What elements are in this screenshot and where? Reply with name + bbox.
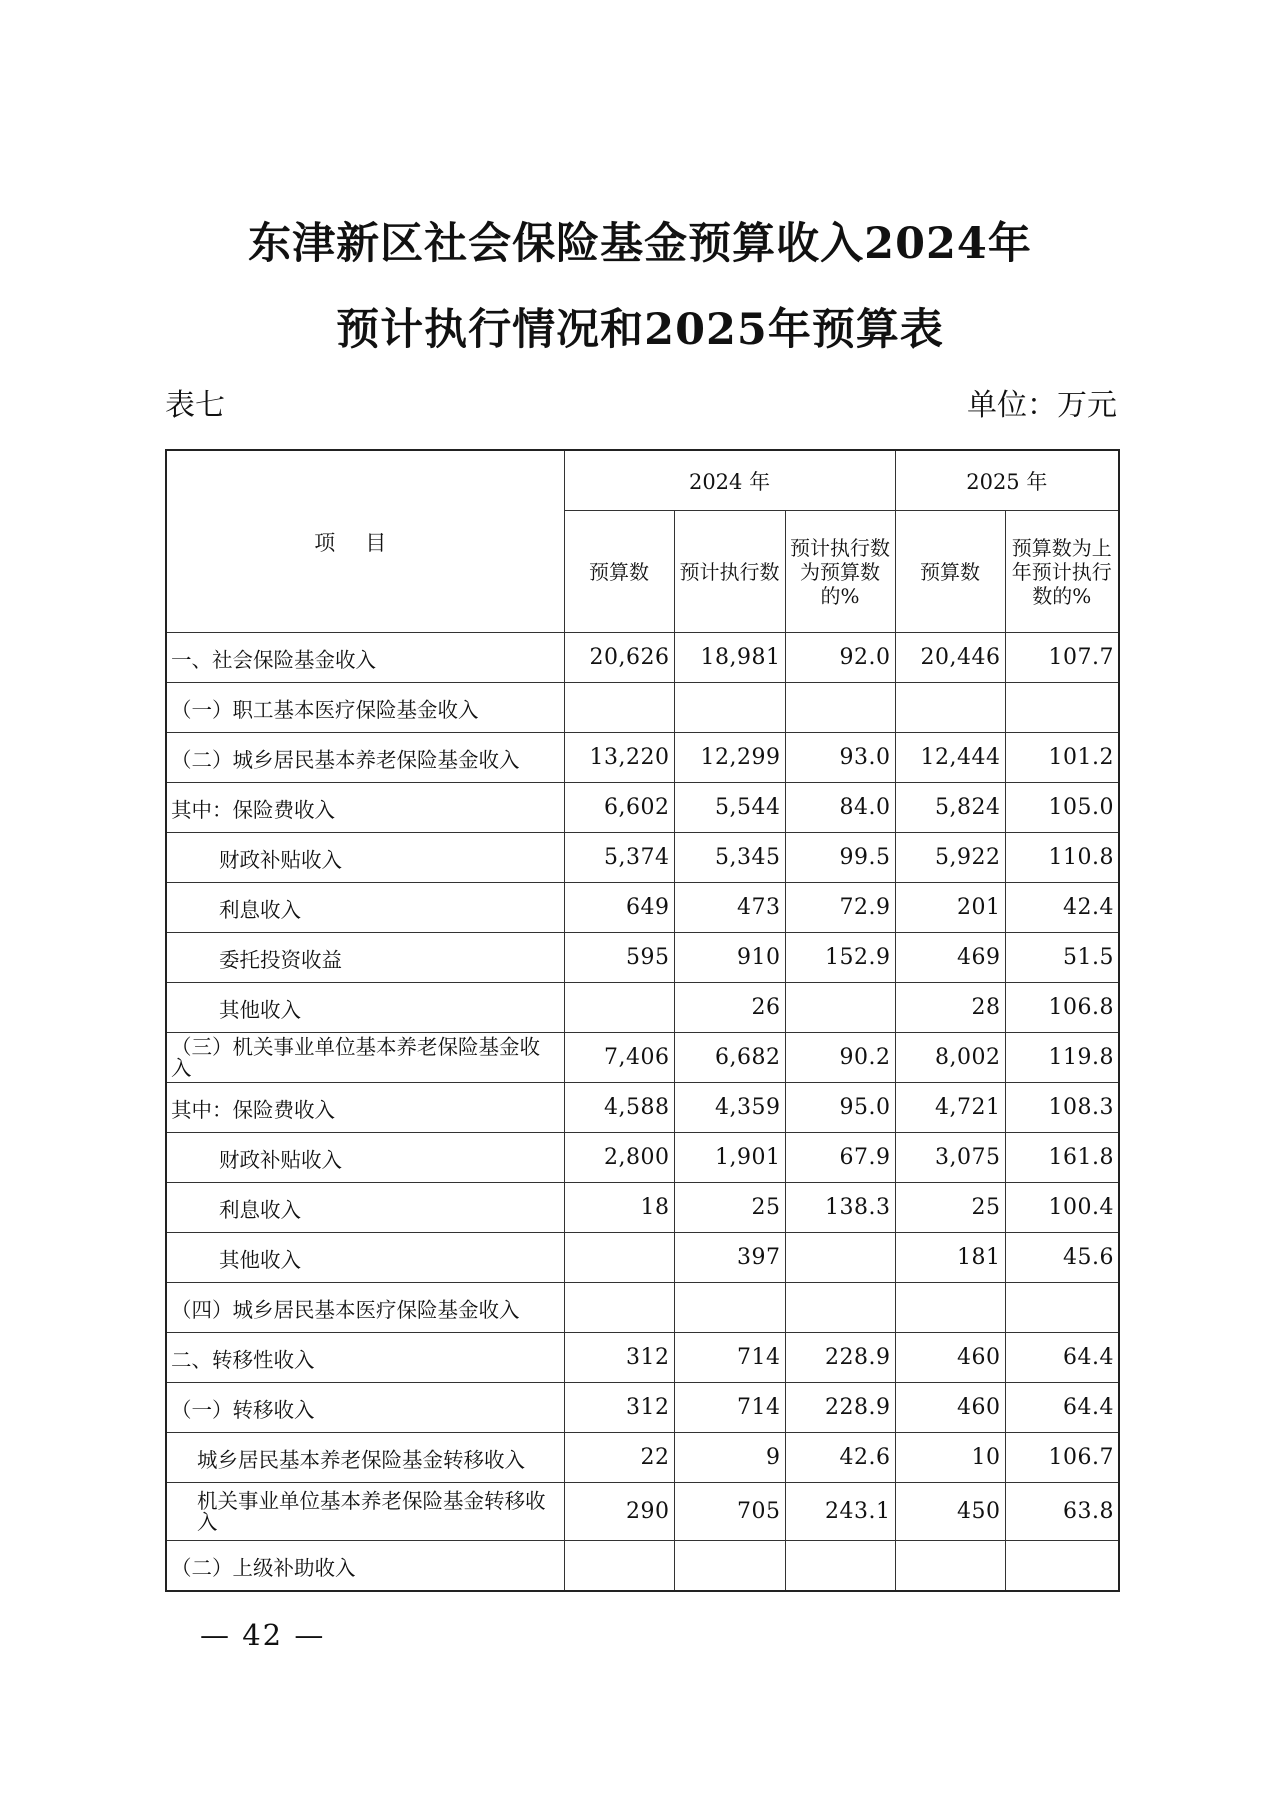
cell-value: 228.9 bbox=[785, 1333, 895, 1383]
cell-value bbox=[564, 1283, 674, 1333]
cell-value: 5,824 bbox=[895, 783, 1005, 833]
cell-value: 397 bbox=[674, 1233, 785, 1283]
table-row bbox=[166, 733, 1119, 783]
cell-value: 1,901 bbox=[674, 1133, 785, 1183]
cell-value bbox=[1005, 1283, 1119, 1333]
table-row bbox=[166, 783, 1119, 833]
row-label: 其中：保险费收入 bbox=[166, 783, 564, 833]
cell-value: 72.9 bbox=[785, 883, 895, 933]
cell-value bbox=[674, 1541, 785, 1592]
row-label: （三）机关事业单位基本养老保险基金收入 bbox=[166, 1033, 564, 1083]
cell-value: 101.2 bbox=[1005, 733, 1119, 783]
cell-value: 12,299 bbox=[674, 733, 785, 783]
row-label: （四）城乡居民基本医疗保险基金收入 bbox=[166, 1283, 564, 1333]
cell-value: 228.9 bbox=[785, 1383, 895, 1433]
cell-value: 9 bbox=[674, 1433, 785, 1483]
table-row bbox=[166, 1233, 1119, 1283]
cell-value: 63.8 bbox=[1005, 1483, 1119, 1541]
cell-value: 8,002 bbox=[895, 1033, 1005, 1083]
cell-value: 10 bbox=[895, 1433, 1005, 1483]
cell-value: 18 bbox=[564, 1183, 674, 1233]
cell-value: 92.0 bbox=[785, 633, 895, 683]
row-label: 其他收入 bbox=[166, 1233, 564, 1283]
table-row bbox=[166, 1283, 1119, 1333]
cell-value: 4,359 bbox=[674, 1083, 785, 1133]
cell-value bbox=[785, 683, 895, 733]
cell-value: 5,922 bbox=[895, 833, 1005, 883]
cell-value: 45.6 bbox=[1005, 1233, 1119, 1283]
table-row bbox=[166, 933, 1119, 983]
header-col-budget-2025: 预算数 bbox=[895, 511, 1005, 633]
table-row bbox=[166, 1133, 1119, 1183]
row-label: 机关事业单位基本养老保险基金转移收入 bbox=[166, 1483, 564, 1541]
cell-value: 6,602 bbox=[564, 783, 674, 833]
cell-value: 90.2 bbox=[785, 1033, 895, 1083]
cell-value: 64.4 bbox=[1005, 1333, 1119, 1383]
row-label: （二）城乡居民基本养老保险基金收入 bbox=[166, 733, 564, 783]
budget-table bbox=[165, 449, 1120, 1592]
page-number: — 42 — bbox=[200, 1618, 326, 1652]
cell-value: 7,406 bbox=[564, 1033, 674, 1083]
table-row bbox=[166, 633, 1119, 683]
cell-value: 714 bbox=[674, 1333, 785, 1383]
cell-value bbox=[895, 683, 1005, 733]
cell-value: 138.3 bbox=[785, 1183, 895, 1233]
cell-value: 910 bbox=[674, 933, 785, 983]
cell-value: 3,075 bbox=[895, 1133, 1005, 1183]
cell-value: 6,682 bbox=[674, 1033, 785, 1083]
cell-value: 20,626 bbox=[564, 633, 674, 683]
cell-value: 13,220 bbox=[564, 733, 674, 783]
document-title-line-2: 预计执行情况和2025年预算表 bbox=[336, 305, 944, 355]
cell-value: 4,588 bbox=[564, 1083, 674, 1133]
row-label: （二）上级补助收入 bbox=[166, 1541, 564, 1592]
cell-value: 51.5 bbox=[1005, 933, 1119, 983]
table-row bbox=[166, 1033, 1119, 1083]
cell-value: 108.3 bbox=[1005, 1083, 1119, 1133]
cell-value: 42.4 bbox=[1005, 883, 1119, 933]
cell-value bbox=[674, 683, 785, 733]
cell-value: 106.7 bbox=[1005, 1433, 1119, 1483]
cell-value bbox=[674, 1283, 785, 1333]
cell-value: 312 bbox=[564, 1383, 674, 1433]
cell-value: 26 bbox=[674, 983, 785, 1033]
cell-value: 25 bbox=[895, 1183, 1005, 1233]
cell-value: 22 bbox=[564, 1433, 674, 1483]
cell-value: 181 bbox=[895, 1233, 1005, 1283]
cell-value: 64.4 bbox=[1005, 1383, 1119, 1433]
cell-value: 42.6 bbox=[785, 1433, 895, 1483]
cell-value: 20,446 bbox=[895, 633, 1005, 683]
cell-value: 25 bbox=[674, 1183, 785, 1233]
header-col-execution-ratio: 预计执行数为预算数的% bbox=[785, 511, 895, 633]
table-row bbox=[166, 1183, 1119, 1233]
cell-value: 107.7 bbox=[1005, 633, 1119, 683]
cell-value: 473 bbox=[674, 883, 785, 933]
row-label: 二、转移性收入 bbox=[166, 1333, 564, 1383]
table-row bbox=[166, 833, 1119, 883]
table-row bbox=[166, 1541, 1119, 1592]
row-label: 一、社会保险基金收入 bbox=[166, 633, 564, 683]
cell-value bbox=[564, 683, 674, 733]
table-row bbox=[166, 1483, 1119, 1541]
cell-value bbox=[564, 1233, 674, 1283]
table-row bbox=[166, 1383, 1119, 1433]
row-label: （一）转移收入 bbox=[166, 1383, 564, 1433]
cell-value: 105.0 bbox=[1005, 783, 1119, 833]
cell-value: 450 bbox=[895, 1483, 1005, 1541]
cell-value: 243.1 bbox=[785, 1483, 895, 1541]
header-col-budget-ratio: 预算数为上年预计执行数的% bbox=[1005, 511, 1119, 633]
cell-value: 5,544 bbox=[674, 783, 785, 833]
cell-value: 12,444 bbox=[895, 733, 1005, 783]
cell-value: 99.5 bbox=[785, 833, 895, 883]
cell-value: 714 bbox=[674, 1383, 785, 1433]
cell-value: 290 bbox=[564, 1483, 674, 1541]
cell-value: 67.9 bbox=[785, 1133, 895, 1183]
cell-value: 152.9 bbox=[785, 933, 895, 983]
cell-value bbox=[1005, 1541, 1119, 1592]
cell-value bbox=[785, 1233, 895, 1283]
cell-value bbox=[785, 1283, 895, 1333]
cell-value: 18,981 bbox=[674, 633, 785, 683]
cell-value: 110.8 bbox=[1005, 833, 1119, 883]
cell-value: 4,721 bbox=[895, 1083, 1005, 1133]
cell-value: 119.8 bbox=[1005, 1033, 1119, 1083]
table-row bbox=[166, 1083, 1119, 1133]
table-row bbox=[166, 683, 1119, 733]
cell-value: 649 bbox=[564, 883, 674, 933]
header-col-budget-2024: 预算数 bbox=[564, 511, 674, 633]
cell-value bbox=[564, 1541, 674, 1592]
cell-value: 460 bbox=[895, 1333, 1005, 1383]
cell-value: 460 bbox=[895, 1383, 1005, 1433]
row-label: 委托投资收益 bbox=[166, 933, 564, 983]
table-number-label: 表七 bbox=[165, 388, 225, 423]
cell-value bbox=[785, 1541, 895, 1592]
cell-value: 93.0 bbox=[785, 733, 895, 783]
cell-value: 705 bbox=[674, 1483, 785, 1541]
cell-value bbox=[895, 1283, 1005, 1333]
cell-value: 595 bbox=[564, 933, 674, 983]
row-label: （一）职工基本医疗保险基金收入 bbox=[166, 683, 564, 733]
cell-value bbox=[785, 983, 895, 1033]
cell-value: 201 bbox=[895, 883, 1005, 933]
document-title-line-1: 东津新区社会保险基金预算收入2024年 bbox=[248, 219, 1032, 269]
header-col-expected-execution: 预计执行数 bbox=[674, 511, 785, 633]
row-label: 城乡居民基本养老保险基金转移收入 bbox=[166, 1433, 564, 1483]
cell-value bbox=[564, 983, 674, 1033]
row-label: 其中：保险费收入 bbox=[166, 1083, 564, 1133]
cell-value: 5,345 bbox=[674, 833, 785, 883]
header-item: 项目 bbox=[166, 450, 564, 633]
cell-value: 106.8 bbox=[1005, 983, 1119, 1033]
row-label: 利息收入 bbox=[166, 883, 564, 933]
unit-label: 单位：万元 bbox=[967, 388, 1117, 423]
row-label: 财政补贴收入 bbox=[166, 1133, 564, 1183]
cell-value: 100.4 bbox=[1005, 1183, 1119, 1233]
header-year-2024: 2024 年 bbox=[564, 450, 895, 511]
table-row bbox=[166, 1333, 1119, 1383]
cell-value: 95.0 bbox=[785, 1083, 895, 1133]
cell-value: 84.0 bbox=[785, 783, 895, 833]
cell-value: 28 bbox=[895, 983, 1005, 1033]
cell-value: 161.8 bbox=[1005, 1133, 1119, 1183]
table-row bbox=[166, 1433, 1119, 1483]
table-row bbox=[166, 983, 1119, 1033]
row-label: 财政补贴收入 bbox=[166, 833, 564, 883]
cell-value bbox=[1005, 683, 1119, 733]
row-label: 其他收入 bbox=[166, 983, 564, 1033]
cell-value: 2,800 bbox=[564, 1133, 674, 1183]
cell-value bbox=[895, 1541, 1005, 1592]
row-label: 利息收入 bbox=[166, 1183, 564, 1233]
cell-value: 5,374 bbox=[564, 833, 674, 883]
cell-value: 312 bbox=[564, 1333, 674, 1383]
table-row bbox=[166, 883, 1119, 933]
header-year-2025: 2025 年 bbox=[895, 450, 1119, 511]
cell-value: 469 bbox=[895, 933, 1005, 983]
